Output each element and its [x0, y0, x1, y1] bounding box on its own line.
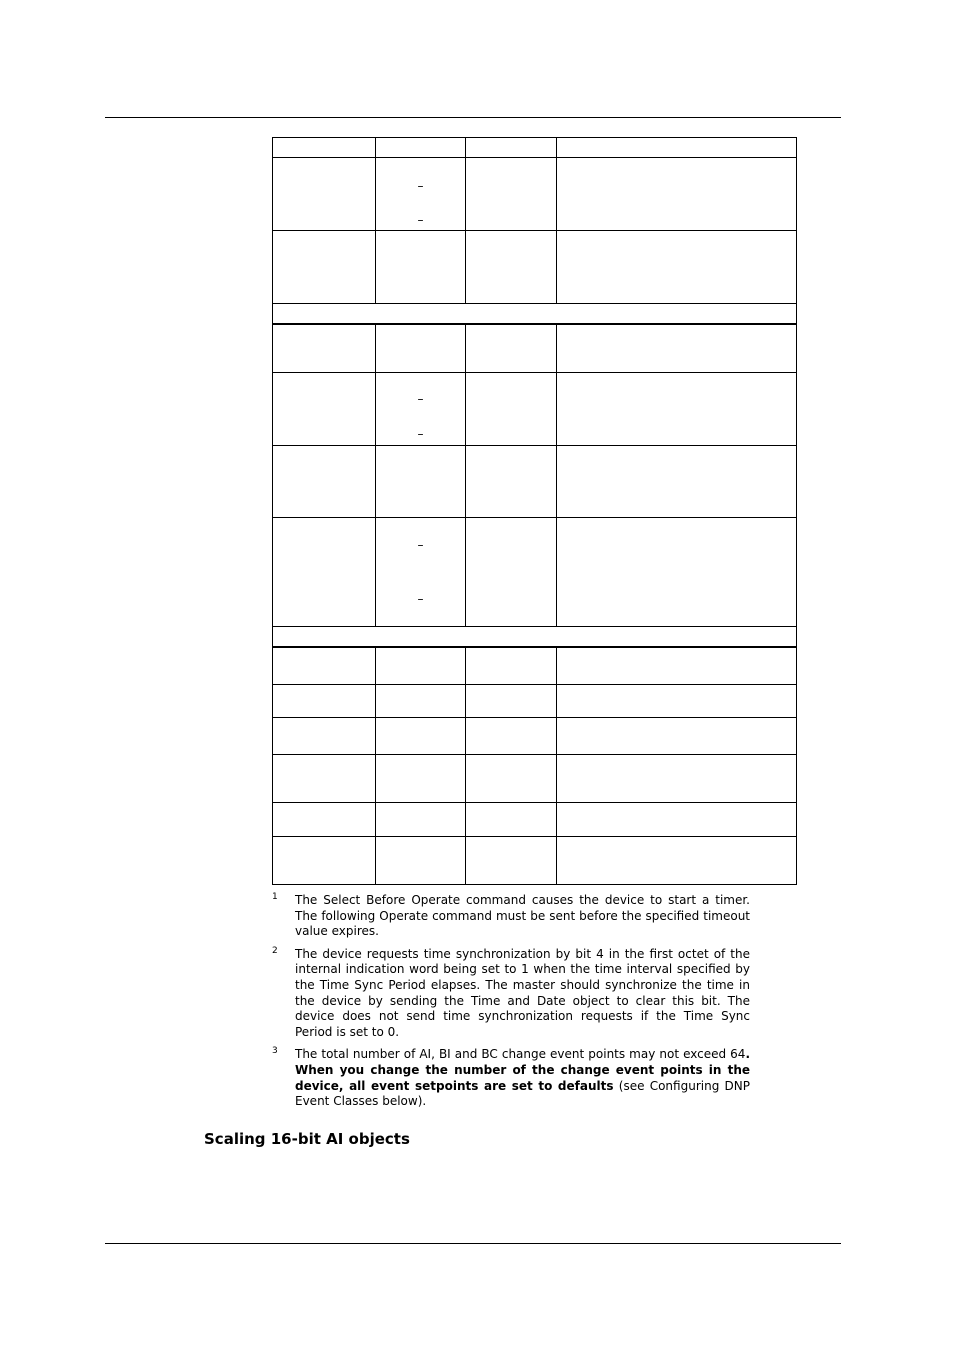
table-row	[273, 372, 797, 445]
table-row	[273, 718, 797, 755]
footnote-marker: 2	[272, 945, 278, 956]
range-dash: –	[417, 179, 424, 193]
footnote-text: The device requests time synchronization by bit 4 in the first octet of the internal indication word being set to 1 when the time interval specified by the Time Sync Period elapses. The master should synchronize the time in the device by sending the Time and Date object to clear this bit. The device does not send time synchronization requests if the Time Sync Period is set to 0.	[295, 946, 750, 1039]
table-row	[273, 324, 797, 372]
footnote-marker: 3	[272, 1046, 278, 1057]
table-row	[273, 755, 797, 803]
table-section-row	[273, 626, 797, 647]
footnote-bold-text: When you change the number of the change event points in the device, all event setpoints are set to defaults	[295, 1062, 750, 1093]
range-dash: –	[417, 391, 424, 406]
table-row	[273, 158, 797, 231]
footnote-marker: 1	[272, 892, 278, 902]
footnote-text: The total number of AI, BI and BC change event points may not exceed 64	[295, 1047, 746, 1062]
footnote-text-after: (see Configuring DNP Event Classes below).	[295, 1078, 750, 1109]
footnote-3	[272, 1047, 750, 1109]
footnotes	[272, 893, 750, 1110]
range-dash: –	[417, 426, 424, 441]
table-row	[273, 647, 797, 685]
table-section-row	[273, 304, 797, 325]
footnote-2	[272, 947, 750, 1041]
section-heading: Scaling 16-bit AI objects	[204, 1130, 410, 1148]
table-row	[273, 517, 797, 626]
footnote-bold-period: .	[745, 1047, 750, 1062]
table-row	[273, 837, 797, 885]
table-row	[273, 445, 797, 517]
parameters-table	[272, 137, 797, 885]
table-row	[273, 685, 797, 718]
footnote-text: The Select Before Operate command causes the device to start a timer. The following Operate command must be sent before the specified timeout value expires.	[295, 893, 750, 939]
header-rule	[105, 117, 841, 118]
table-row	[273, 803, 797, 837]
table-row	[273, 231, 797, 304]
range-dash: –	[417, 537, 424, 552]
table-header-row	[273, 138, 797, 158]
footnote-1	[272, 893, 750, 940]
range-dash: –	[417, 213, 424, 227]
range-dash: –	[417, 591, 424, 606]
footer-rule	[105, 1243, 841, 1244]
